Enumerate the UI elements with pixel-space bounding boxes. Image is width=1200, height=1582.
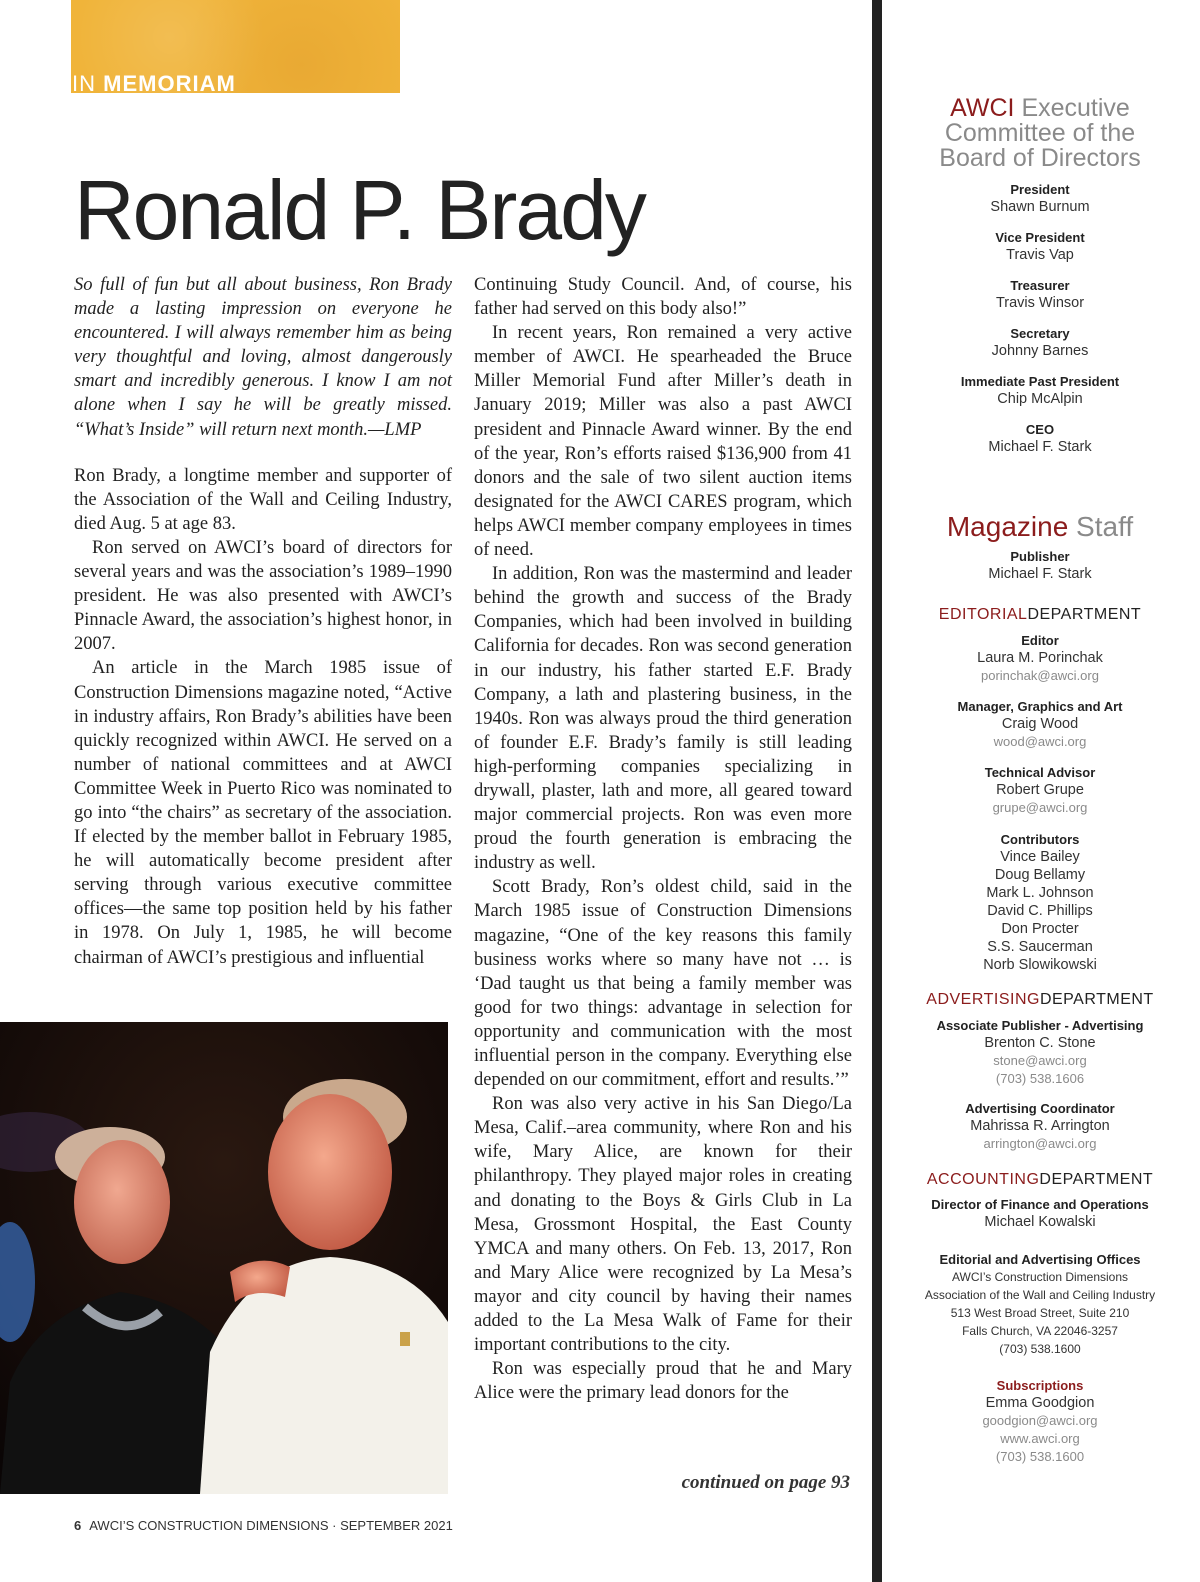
staff-role: Editor bbox=[1021, 633, 1059, 648]
exec-member-president bbox=[900, 182, 1180, 216]
staff-title-rest: Staff bbox=[1076, 511, 1134, 542]
staff-email: grupe@awci.org bbox=[992, 800, 1088, 815]
couple-photo bbox=[0, 1022, 448, 1494]
staff-name: Michael Kowalski bbox=[984, 1214, 1096, 1230]
staff-role: Advertising Coordinator bbox=[965, 1101, 1115, 1116]
staff-email: arrington@awci.org bbox=[983, 1136, 1097, 1151]
article-title: Ronald P. Brady bbox=[74, 163, 645, 257]
staff-role: Director of Finance and Operations bbox=[931, 1197, 1149, 1212]
staff-name: Robert Grupe bbox=[996, 782, 1084, 798]
dept-accent: EDITORIAL bbox=[938, 606, 1028, 623]
office-line: AWCI’s Construction Dimensions bbox=[951, 1270, 1129, 1284]
staff-associate-publisher bbox=[900, 1018, 1180, 1088]
footer-publication: AWCI’S CONSTRUCTION DIMENSIONS · SEPTEMBER 2021 bbox=[89, 1518, 453, 1533]
staff-publisher bbox=[900, 549, 1180, 583]
staff-graphics-manager bbox=[900, 699, 1180, 751]
advertising-department-heading bbox=[900, 991, 1180, 1009]
magazine-staff-title bbox=[900, 512, 1180, 542]
staff-email: goodgion@awci.org bbox=[982, 1413, 1098, 1428]
member-role: Immediate Past President bbox=[960, 374, 1120, 389]
article-paragraph: Scott Brady, Ron’s oldest child, said in the March 1985 issue of Construction Dimensions magazine, “One of the key reasons this family business works where so many have not … is ‘Dad taught us that being a family member was good for two things: advantage in selection for opportunity and communication with the most influential person in the company. Everything else depended on our commitment, effort and results.’” bbox=[474, 877, 852, 1091]
staff-technical-advisor bbox=[900, 765, 1180, 817]
staff-name: Mahrissa R. Arrington bbox=[970, 1118, 1110, 1134]
staff-advertising-coordinator bbox=[900, 1101, 1180, 1153]
member-role: CEO bbox=[1025, 422, 1055, 437]
article-paragraph: Ron Brady, a longtime member and supporter of the Association of the Wall and Ceiling Industry, died Aug. 5 at age 83. bbox=[74, 465, 452, 534]
editorial-department-heading bbox=[900, 606, 1180, 624]
staff-name: Laura M. Porinchak bbox=[977, 650, 1103, 666]
staff-name: Michael F. Stark bbox=[988, 566, 1092, 582]
staff-role: Technical Advisor bbox=[984, 765, 1096, 780]
dept-accent: ADVERTISING bbox=[926, 991, 1040, 1008]
office-line: (703) 538.1600 bbox=[999, 1342, 1081, 1356]
staff-finance-director bbox=[900, 1197, 1180, 1231]
member-role: Vice President bbox=[995, 230, 1085, 245]
staff-title-accent: Magazine bbox=[946, 511, 1069, 542]
exec-title-line3: Board of Directors bbox=[939, 144, 1141, 172]
exec-title-rest: Executive bbox=[1021, 94, 1130, 122]
office-line: Association of the Wall and Ceiling Industry bbox=[924, 1288, 1156, 1302]
staff-email: wood@awci.org bbox=[993, 734, 1087, 749]
subscriptions-heading: Subscriptions bbox=[996, 1378, 1084, 1393]
offices-heading: Editorial and Advertising Offices bbox=[939, 1252, 1141, 1267]
article-paragraph: Ron served on AWCI’s board of directors for several years and was the association’s 1989–1990 president. He was also presented with AWCI’s Pinnacle Award, the association’s highest honor, in 2007. bbox=[74, 537, 452, 655]
couple-photo-image bbox=[0, 1022, 448, 1494]
staff-phone: (703) 538.1606 bbox=[995, 1071, 1085, 1086]
editor-intro: So full of fun but all about business, Ron Brady made a lasting impression on everyone he encountered. I will always remember him as being very thoughtful and loving, almost dangerously smart and incredibly generous. I know I am not alone when I say he will be greatly missed. “What’s Inside” will return next month.—LMP bbox=[74, 275, 452, 440]
subscriptions-contact bbox=[900, 1378, 1180, 1466]
staff-contributors bbox=[900, 832, 1180, 974]
section-label bbox=[72, 70, 236, 98]
member-role: Secretary bbox=[1010, 326, 1070, 341]
dept-rest: DEPARTMENT bbox=[1039, 1171, 1154, 1188]
staff-editor bbox=[900, 633, 1180, 685]
office-line: Falls Church, VA 22046-3257 bbox=[962, 1324, 1118, 1338]
continued-note: continued on page 93 bbox=[681, 1472, 850, 1493]
article-paragraph: In recent years, Ron remained a very active member of AWCI. He spearheaded the Bruce Miller Memorial Fund after Miller’s death in January 2019; Miller was also a past AWCI president and Pinnacle Award winner. By the end of the year, Ron’s efforts raised $136,900 from 41 donors and the sale of two silent auction items designated for the AWCI CARES program, which helps AWCI member company employees in times of need. bbox=[474, 323, 852, 561]
contributor-name: David C. Phillips bbox=[987, 903, 1093, 919]
section-name: MEMORIAM bbox=[103, 71, 236, 96]
exec-committee-title bbox=[900, 96, 1180, 171]
contributor-name: Don Procter bbox=[1001, 921, 1079, 937]
exec-member-ceo bbox=[900, 422, 1180, 456]
office-line: 513 West Broad Street, Suite 210 bbox=[950, 1306, 1130, 1320]
exec-member-vice-president bbox=[900, 230, 1180, 264]
member-name: Travis Vap bbox=[1006, 247, 1074, 263]
staff-role: Publisher bbox=[1010, 549, 1070, 564]
member-name: Shawn Burnum bbox=[990, 199, 1090, 215]
member-name: Johnny Barnes bbox=[991, 343, 1089, 359]
exec-member-secretary bbox=[900, 326, 1180, 360]
article-column-1 bbox=[74, 273, 452, 970]
staff-role: Contributors bbox=[1000, 832, 1080, 847]
contributor-name: Doug Bellamy bbox=[994, 867, 1086, 883]
staff-role: Manager, Graphics and Art bbox=[957, 699, 1123, 714]
accounting-department-heading bbox=[900, 1171, 1180, 1189]
section-prefix: IN bbox=[72, 71, 96, 96]
staff-email: porinchak@awci.org bbox=[981, 668, 1099, 683]
staff-role: Associate Publisher - Advertising bbox=[936, 1018, 1144, 1033]
website-link: www.awci.org bbox=[1000, 1431, 1080, 1446]
staff-phone: (703) 538.1600 bbox=[995, 1449, 1085, 1464]
contributor-name: Mark L. Johnson bbox=[986, 885, 1094, 901]
article-paragraph: In addition, Ron was the mastermind and leader behind the growth and success of the Brady Companies, which had been involved in building California for decades. Ron was second generation in our industry, his father started E.F. Brady Company, a lath and plastering business, in the 1940s. Ron was always proud the third generation of founder E.F. Brady’s family is still leading high-performing companies specializing in drywall, plaster, lath and more, all geared toward major commercial projects. Ron was even more proud the fourth generation is embracing the industry as well. bbox=[474, 564, 852, 874]
sidebar-divider bbox=[872, 0, 882, 1582]
dept-rest: DEPARTMENT bbox=[1027, 606, 1142, 623]
member-name: Chip McAlpin bbox=[997, 391, 1083, 407]
contributor-name: Norb Slowikowski bbox=[983, 957, 1097, 973]
contributor-name: S.S. Saucerman bbox=[987, 939, 1093, 955]
exec-member-past-president bbox=[900, 374, 1180, 408]
editorial-offices bbox=[900, 1252, 1180, 1358]
member-role: President bbox=[1010, 182, 1070, 197]
member-role: Treasurer bbox=[1010, 278, 1070, 293]
staff-name: Emma Goodgion bbox=[985, 1395, 1095, 1411]
member-name: Michael F. Stark bbox=[988, 439, 1092, 455]
article-paragraph: Ron was especially proud that he and Mary Alice were the primary lead donors for the bbox=[474, 1359, 852, 1404]
exec-member-treasurer bbox=[900, 278, 1180, 312]
article-paragraph: Ron was also very active in his San Diego/La Mesa, Calif.–area community, where Ron and his wife, Mary Alice, are known for their philanthropy. They played major roles in creating and donating to the Boys & Girls Club in La Mesa, Grossmont Hospital, the East County YMCA and many others. On Feb. 13, 2017, Ron and Mary Alice were recognized by La Mesa’s mayor and city council by having their names added to the La Mesa Walk of Fame for their important contributions to the city. bbox=[474, 1094, 852, 1356]
article-column-2 bbox=[474, 273, 852, 1405]
dept-accent: ACCOUNTING bbox=[926, 1171, 1040, 1188]
dept-rest: DEPARTMENT bbox=[1039, 991, 1154, 1008]
exec-title-line2: Committee of the bbox=[944, 119, 1136, 147]
staff-name: Craig Wood bbox=[1001, 716, 1079, 732]
article-paragraph: Continuing Study Council. And, of course, his father had served on this body also!” bbox=[474, 275, 852, 320]
staff-name: Brenton C. Stone bbox=[984, 1035, 1096, 1051]
article-paragraph: An article in the March 1985 issue of Construction Dimensions magazine noted, “Active in industry affairs, Ron Brady’s abilities have been quickly recognized within AWCI. He served on a number of national committees and at AWCI Committee Week in Puerto Rico was nominated to go into “the chairs” as secretary of the association. If elected by the member ballot in February 1985, he will automatically become president after serving through various executive committee offices—the same top position held by his father in 1978. On July 1, 1985, he will become chairman of AWCI’s prestigious and influential bbox=[74, 658, 452, 968]
contributor-name: Vince Bailey bbox=[1000, 849, 1080, 865]
staff-email: stone@awci.org bbox=[993, 1053, 1087, 1068]
page-number: 6 bbox=[74, 1518, 82, 1533]
member-name: Travis Winsor bbox=[995, 295, 1085, 311]
exec-title-accent: AWCI bbox=[950, 94, 1015, 122]
page-footer bbox=[74, 1518, 453, 1533]
